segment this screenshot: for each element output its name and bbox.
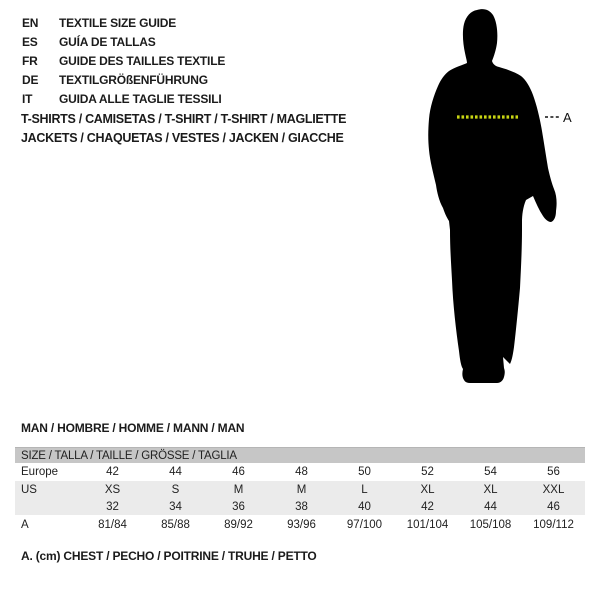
language-code: IT	[22, 91, 33, 106]
language-row	[22, 32, 225, 51]
size-table-body	[15, 463, 585, 535]
size-cell: 56	[547, 466, 560, 478]
language-row	[22, 51, 225, 70]
category-list	[21, 110, 346, 148]
size-cell: 38	[295, 500, 308, 513]
size-table	[15, 447, 585, 535]
size-cell: 44	[484, 500, 497, 513]
man-silhouette-svg	[405, 0, 575, 390]
size-cell: 46	[547, 500, 560, 513]
size-cell: 32	[106, 500, 119, 513]
size-cell: S	[171, 483, 180, 496]
language-label: TEXTILE SIZE GUIDE	[59, 15, 177, 30]
language-code: EN	[22, 15, 39, 30]
row-label: Europe	[21, 466, 59, 478]
man-silhouette	[428, 9, 556, 383]
row-label: A	[21, 519, 29, 531]
measurement-footnote: A. (cm) CHEST / PECHO / POITRINE / TRUHE / PETTO	[21, 549, 317, 563]
row-label: US	[21, 483, 37, 496]
size-cell: 81/84	[98, 519, 127, 531]
language-list	[22, 13, 225, 108]
size-cell: 109/112	[533, 519, 574, 531]
table-row	[15, 515, 585, 535]
size-cell: 85/88	[161, 519, 190, 531]
size-cell: M	[233, 483, 244, 496]
size-cell: 48	[295, 466, 308, 478]
size-cell: 44	[169, 466, 182, 478]
size-cell: XL	[483, 483, 498, 496]
man-silhouette-figure	[405, 0, 575, 390]
category-row: T-SHIRTS / CAMISETAS / T-SHIRT / T-SHIRT / MAGLIETTE	[21, 112, 347, 126]
table-row	[15, 463, 585, 481]
size-cell: 34	[169, 500, 182, 513]
size-cell: 54	[484, 466, 497, 478]
size-cell: 105/108	[469, 519, 512, 531]
size-cell: 36	[232, 500, 245, 513]
table-row	[15, 481, 585, 498]
language-code: DE	[22, 72, 39, 87]
size-cell: 93/96	[287, 519, 316, 531]
size-cell: 42	[106, 466, 119, 478]
language-code: ES	[22, 34, 38, 49]
size-cell: 101/104	[406, 519, 449, 531]
size-cell: L	[361, 483, 368, 496]
language-label: GUIDE DES TAILLES TEXTILE	[59, 53, 226, 68]
size-table-header: SIZE / TALLA / TAILLE / GRÖSSE / TAGLIA	[15, 447, 585, 463]
category-row: JACKETS / CHAQUETAS / VESTES / JACKEN / GIACCHE	[21, 131, 344, 145]
size-cell: 46	[232, 466, 245, 478]
language-row	[22, 89, 225, 108]
language-label: GUIDA ALLE TAGLIE TESSILI	[59, 91, 222, 106]
size-cell: XXL	[542, 483, 565, 496]
language-row	[22, 13, 225, 32]
size-cell: XS	[104, 483, 121, 496]
size-cell: XL	[420, 483, 435, 496]
language-label: TEXTILGRÖßENFÜHRUNG	[59, 72, 208, 87]
size-cell: 97/100	[346, 519, 383, 531]
size-cell: 89/92	[224, 519, 253, 531]
size-cell: M	[296, 483, 307, 496]
size-cell: 42	[421, 500, 434, 513]
table-row	[15, 498, 585, 515]
size-cell: 50	[358, 466, 371, 478]
section-title: MAN / HOMBRE / HOMME / MANN / MAN	[21, 421, 245, 435]
language-label: GUÍA DE TALLAS	[59, 34, 156, 49]
language-row	[22, 70, 225, 89]
measure-label-a: A	[563, 110, 572, 125]
size-cell: 40	[358, 500, 371, 513]
language-code: FR	[22, 53, 38, 68]
size-cell: 52	[421, 466, 434, 478]
